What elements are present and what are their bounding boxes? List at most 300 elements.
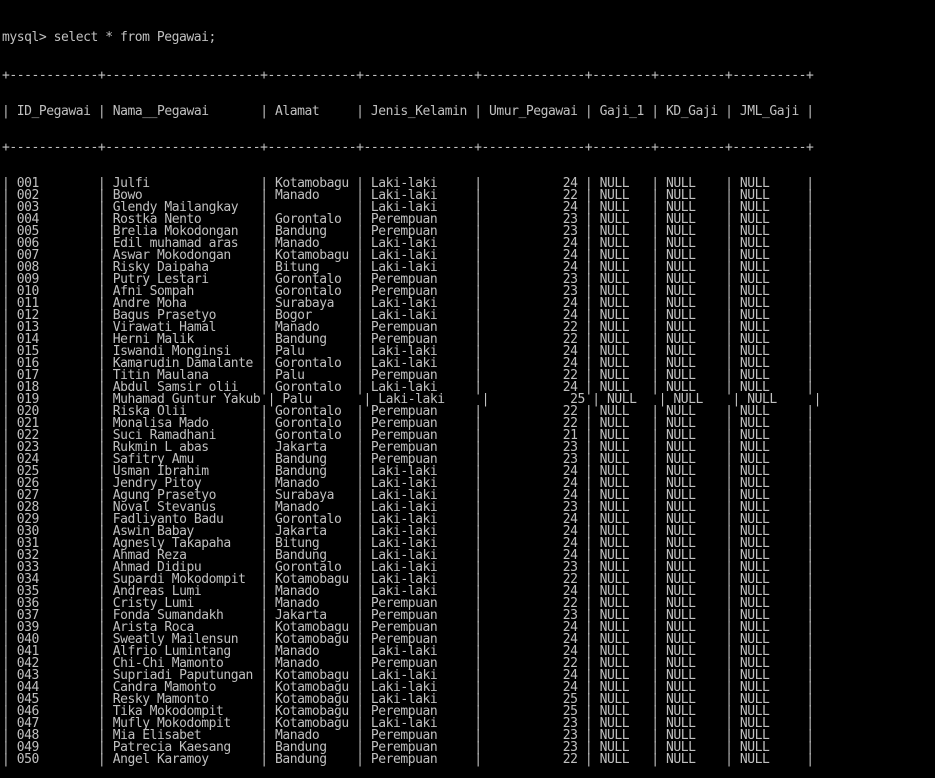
table-cell: NULL [599,428,644,443]
column-header: KD_Gaji [666,104,718,119]
table-cell: NULL [599,368,644,383]
column-header: Alamat [275,104,349,119]
table-cell: Rostka Nento [112,212,253,227]
table-cell: 24 [488,680,578,695]
table-cell: 22 [488,656,578,671]
table-cell: Gorontalo [275,512,349,527]
table-cell: Jakarta [275,440,349,455]
table-cell: NULL [666,200,718,215]
table-cell: NULL [599,584,644,599]
table-cell: Noval Stevanus [112,500,253,515]
table-cell: 011 [16,296,91,311]
table-cell: Gorontalo [275,272,349,287]
table-cell: 24 [488,668,578,683]
table-cell: NULL [666,176,718,191]
table-cell: 24 [488,308,578,323]
table-cell: 048 [16,728,91,743]
table-cell: NULL [739,524,799,539]
table-cell: Resky Mamonto [112,692,253,707]
table-row: | 041 | Alfrio Lumintang | Manado | Laki-laki | 24 | NULL | NULL | NULL | [2,644,814,659]
table-cell: Laki-laki [370,188,467,203]
table-row: | 015 | Iswandi Monginsi | Palu | Laki-laki | 24 | NULL | NULL | NULL | [2,344,814,359]
table-cell: NULL [666,284,718,299]
table-cell: Muhamad Guntur Yakub [112,392,261,407]
table-cell: NULL [599,620,644,635]
table-cell: NULL [739,260,799,275]
table-row: | 050 | Angel Karamoy | Bandung | Perempuan | 22 | NULL | NULL | NULL | [2,752,814,767]
table-cell: NULL [599,236,644,251]
table-cell: Perempuan [370,752,467,767]
table-cell: NULL [739,332,799,347]
table-cell: NULL [666,356,718,371]
table-cell: Bandung [275,452,349,467]
table-cell: Laki-laki [370,524,467,539]
table-row: | 017 | Titin Maulana | Palu | Perempuan | 22 | NULL | NULL | NULL | [2,368,814,383]
table-cell: NULL [666,296,718,311]
table-cell: NULL [599,272,644,287]
table-cell: Perempuan [370,284,467,299]
table-row: | 043 | Supriadi Paputungan | Kotamobagu | Laki-laki | 24 | NULL | NULL | NULL | [2,668,814,683]
table-cell: 020 [16,404,91,419]
table-cell: Agung Prasetyo [112,488,253,503]
table-cell: Virawati Hamal [112,320,253,335]
table-cell: NULL [599,248,644,263]
table-cell: NULL [739,212,799,227]
table-cell: Palu [275,344,349,359]
table-cell: Edil muhamad aras [112,236,253,251]
table-cell: NULL [666,212,718,227]
table-cell: 010 [16,284,91,299]
table-row: | 012 | Bagus Prasetyo | Bogor | Laki-laki | 24 | NULL | NULL | NULL | [2,308,814,323]
table-cell: Iswandi Monginsi [112,344,253,359]
table-cell: 004 [16,212,91,227]
table-cell: NULL [666,680,718,695]
table-cell: 015 [16,344,91,359]
table-cell: 24 [488,200,578,215]
table-cell: 24 [488,584,578,599]
table-cell: Bandung [275,548,349,563]
table-cell: 012 [16,308,91,323]
table-cell: Laki-laki [370,548,467,563]
table-cell: NULL [599,200,644,215]
table-cell: 045 [16,692,91,707]
table-cell: 22 [488,404,578,419]
table-cell: Bandung [275,464,349,479]
table-cell: NULL [666,644,718,659]
table-cell: Abdul Samsir olii [112,380,253,395]
table-cell: 037 [16,608,91,623]
table-row: | 009 | Putry Lestari | Gorontalo | Perempuan | 23 | NULL | NULL | NULL | [2,272,814,287]
table-cell: Rukmin L abas [112,440,253,455]
table-cell: 24 [488,296,578,311]
table-cell: NULL [739,404,799,419]
table-cell: NULL [599,452,644,467]
table-cell: 007 [16,248,91,263]
table-cell: NULL [599,560,644,575]
table-cell: NULL [599,596,644,611]
column-header: JML_Gaji [739,104,799,119]
table-row: | 005 | Brelia Mokodongan | Bandung | Perempuan | 23 | NULL | NULL | NULL | [2,224,814,239]
table-cell: 030 [16,524,91,539]
table-cell: NULL [599,608,644,623]
table-cell: 22 [488,332,578,347]
table-cell: NULL [739,356,799,371]
table-cell: Laki-laki [370,344,467,359]
table-cell: Kamarudin Damalante [112,356,253,371]
table-cell: NULL [739,464,799,479]
table-row: | 026 | Jendry Pitoy | Manado | Laki-laki | 24 | NULL | NULL | NULL | [2,476,814,491]
table-cell: 005 [16,224,91,239]
table-cell: Surabaya [275,488,349,503]
table-cell: 23 [488,212,578,227]
table-row: | 004 | Rostka Nento | Gorontalo | Perempuan | 23 | NULL | NULL | NULL | [2,212,814,227]
table-row: | 024 | Safitry Amu | Bandung | Perempuan | 23 | NULL | NULL | NULL | [2,452,814,467]
table-cell: 21 [488,428,578,443]
table-cell: 23 [488,224,578,239]
table-cell: NULL [607,392,652,407]
table-cell: Cristy Lumi [112,596,253,611]
table-cell: NULL [666,668,718,683]
table-cell: 24 [488,620,578,635]
table-cell: Kotamobagu [275,176,349,191]
table-header-row: | ID_Pegawai | Nama__Pegawai | Alamat | Jenis_Kelamin | Umur_Pegawai | Gaji_1 | KD_Gaji | JML_Gaji | [2,104,814,119]
table-cell: NULL [739,740,799,755]
table-cell: NULL [739,608,799,623]
table-cell: 22 [488,320,578,335]
table-cell: NULL [739,644,799,659]
table-cell: Chi-Chi Mamonto [112,656,253,671]
table-cell: NULL [739,272,799,287]
table-cell: Perempuan [370,212,467,227]
table-cell: Laki-laki [370,500,467,515]
table-cell: NULL [739,752,799,767]
table-cell: NULL [666,692,718,707]
table-cell: Candra Mamonto [112,680,253,695]
table-cell: Laki-laki [370,380,467,395]
table-cell: NULL [666,536,718,551]
table-row: | 047 | Mufly Mokodompit | Kotamobagu | Laki-laki | 23 | NULL | NULL | NULL | [2,716,814,731]
table-row: | 001 | Julfi | Kotamobagu | Laki-laki | 24 | NULL | NULL | NULL | [2,176,814,191]
table-cell: NULL [739,572,799,587]
table-cell: Laki-laki [370,260,467,275]
table-row: | 039 | Arista Roca | Kotamobagu | Perempuan | 24 | NULL | NULL | NULL | [2,620,814,635]
table-cell: NULL [599,632,644,647]
table-cell: NULL [599,404,644,419]
table-row: | 021 | Monalisa Mado | Gorontalo | Perempuan | 22 | NULL | NULL | NULL | [2,416,814,431]
table-cell: 027 [16,488,91,503]
table-cell: Mia Elisabet [112,728,253,743]
table-cell: 033 [16,560,91,575]
table-cell: Agnesly Takapaha [112,536,253,551]
table-cell: 006 [16,236,91,251]
table-cell: NULL [739,620,799,635]
table-cell: 040 [16,632,91,647]
table-cell: NULL [599,572,644,587]
table-cell: NULL [739,584,799,599]
table-row: | 033 | Ahmad Didipu | Gorontalo | Laki-laki | 23 | NULL | NULL | NULL | [2,560,814,575]
table-row: | 003 | Glendy Mailangkay | | Laki-laki | 24 | NULL | NULL | NULL | [2,200,814,215]
column-header: ID_Pegawai [16,104,91,119]
table-cell: NULL [599,716,644,731]
table-cell: Manado [275,644,349,659]
table-cell: Bandung [275,752,349,767]
table-cell: NULL [739,224,799,239]
table-cell: Laki-laki [370,296,467,311]
table-cell: NULL [666,464,718,479]
table-cell: NULL [739,428,799,443]
table-cell: NULL [599,380,644,395]
table-cell: Perempuan [370,416,467,431]
table-cell: Perempuan [370,224,467,239]
table-cell: Laki-laki [370,560,467,575]
table-cell: NULL [599,176,644,191]
table-cell: Bitung [275,536,349,551]
table-cell: Sweatly Mailensun [112,632,253,647]
table-cell: NULL [599,548,644,563]
table-cell: Gorontalo [275,284,349,299]
table-cell: NULL [739,200,799,215]
table-cell: 008 [16,260,91,275]
table-cell: 039 [16,620,91,635]
table-cell: Laki-laki [370,200,467,215]
table-cell: Laki-laki [370,236,467,251]
table-cell: NULL [739,716,799,731]
table-cell: Perempuan [370,404,467,419]
column-header: Umur_Pegawai [488,104,578,119]
table-cell: 25 [496,392,585,407]
table-cell: Laki-laki [370,176,467,191]
table-cell: NULL [739,176,799,191]
table-row: | 035 | Andreas Lumi | Manado | Laki-laki | 24 | NULL | NULL | NULL | [2,584,814,599]
table-cell: NULL [739,440,799,455]
table-cell: 22 [488,752,578,767]
table-cell: 23 [488,728,578,743]
table-cell: NULL [599,644,644,659]
table-cell: 009 [16,272,91,287]
table-cell: NULL [739,296,799,311]
table-cell: NULL [666,620,718,635]
table-cell: 24 [488,344,578,359]
table-cell: Kotamobagu [275,632,349,647]
table-cell: Manado [275,476,349,491]
table-cell: Angel Karamoy [112,752,253,767]
table-cell: 029 [16,512,91,527]
table-cell: Perempuan [370,656,467,671]
table-cell: NULL [666,224,718,239]
table-cell: NULL [666,428,718,443]
table-cell: NULL [739,284,799,299]
table-cell: NULL [747,392,807,407]
table-cell: NULL [599,188,644,203]
table-cell: 23 [488,560,578,575]
table-cell: NULL [739,536,799,551]
table-cell: 23 [488,284,578,299]
table-cell: NULL [599,320,644,335]
table-cell: Jakarta [275,608,349,623]
column-header: Gaji_1 [599,104,644,119]
table-cell: NULL [599,704,644,719]
table-cell: NULL [666,560,718,575]
table-row: | 022 | Suci Ramadhani | Gorontalo | Perempuan | 21 | NULL | NULL | NULL | [2,428,814,443]
table-cell: 24 [488,356,578,371]
table-cell: 24 [488,248,578,263]
table-cell: NULL [739,692,799,707]
table-cell: 24 [488,176,578,191]
table-cell: 013 [16,320,91,335]
table-cell: Riska Olii [112,404,253,419]
table-cell: Laki-laki [370,716,467,731]
table-cell: 23 [488,608,578,623]
table-row: | 031 | Agnesly Takapaha | Bitung | Laki-laki | 24 | NULL | NULL | NULL | [2,536,814,551]
table-cell: 041 [16,644,91,659]
table-row: | 030 | Aswin Babay | Jakarta | Laki-laki | 24 | NULL | NULL | NULL | [2,524,814,539]
table-cell: NULL [739,596,799,611]
table-cell: NULL [739,728,799,743]
table-row: | 048 | Mia Elisabet | Manado | Perempuan | 23 | NULL | NULL | NULL | [2,728,814,743]
table-row: | 036 | Cristy Lumi | Manado | Perempuan | 22 | NULL | NULL | NULL | [2,596,814,611]
table-cell: 046 [16,704,91,719]
table-cell: NULL [599,536,644,551]
table-cell: Suci Ramadhani [112,428,253,443]
table-cell: Gorontalo [275,428,349,443]
table-row: | 011 | Andre Moha | Surabaya | Laki-laki | 24 | NULL | NULL | NULL | [2,296,814,311]
table-row: | 025 | Usman Ibrahim | Bandung | Laki-laki | 24 | NULL | NULL | NULL | [2,464,814,479]
table-cell: NULL [599,356,644,371]
table-cell: NULL [666,188,718,203]
table-cell: 021 [16,416,91,431]
table-cell: Manado [275,584,349,599]
table-cell: Laki-laki [370,488,467,503]
table-cell: NULL [666,524,718,539]
table-cell: NULL [599,728,644,743]
column-header: Jenis_Kelamin [370,104,467,119]
table-cell: Glendy Mailangkay [112,200,253,215]
table-cell: 036 [16,596,91,611]
table-cell: 24 [488,512,578,527]
table-cell: Bogor [275,308,349,323]
table-cell: NULL [666,236,718,251]
table-cell: Mufly Mokodompit [112,716,253,731]
table-cell: Manado [275,236,349,251]
table-cell: 022 [16,428,91,443]
table-cell: Perempuan [370,452,467,467]
table-cell: Kotamobagu [275,668,349,683]
table-cell: Laki-laki [378,392,475,407]
table-cell: Perempuan [370,596,467,611]
table-cell: 23 [488,272,578,287]
table-row: | 027 | Agung Prasetyo | Surabaya | Laki-laki | 24 | NULL | NULL | NULL | [2,488,814,503]
table-cell: Fadliyanto Badu [112,512,253,527]
table-cell: NULL [739,632,799,647]
table-cell: Gorontalo [275,404,349,419]
table-cell: 023 [16,440,91,455]
table-cell: Kotamobagu [275,572,349,587]
table-cell: NULL [739,500,799,515]
table-cell: 24 [488,236,578,251]
table-cell: NULL [666,344,718,359]
table-cell: Supriadi Paputungan [112,668,253,683]
table-cell: NULL [739,704,799,719]
table-row: | 006 | Edil muhamad aras | Manado | Laki-laki | 24 | NULL | NULL | NULL | [2,236,814,251]
table-cell: NULL [739,560,799,575]
table-cell: Afni Sompah [112,284,253,299]
table-body [0,178,935,766]
table-cell: 017 [16,368,91,383]
table-cell: 24 [488,488,578,503]
table-cell: 22 [488,368,578,383]
table-cell: 22 [488,188,578,203]
table-cell: NULL [599,344,644,359]
table-cell: 028 [16,500,91,515]
table-cell: NULL [666,572,718,587]
table-cell: Arista Roca [112,620,253,635]
table-cell: 050 [16,752,91,767]
table-cell: Laki-laki [370,572,467,587]
table-cell: 22 [488,572,578,587]
table-cell: Bandung [275,740,349,755]
table-cell: 23 [488,452,578,467]
table-cell: Kotamobagu [275,680,349,695]
table-cell: NULL [739,248,799,263]
table-cell: NULL [666,404,718,419]
table-cell: NULL [666,608,718,623]
table-cell: NULL [666,512,718,527]
table-cell: NULL [739,368,799,383]
table-cell: NULL [666,380,718,395]
table-cell: Kotamobagu [275,248,349,263]
table-cell: Aswar Mokodongan [112,248,253,263]
table-cell: NULL [666,368,718,383]
table-cell: Patrecia Kaesang [112,740,253,755]
table-cell: Manado [275,320,349,335]
table-cell: NULL [599,284,644,299]
column-header: Nama__Pegawai [112,104,253,119]
table-cell: Safitry Amu [112,452,253,467]
table-cell: NULL [739,476,799,491]
table-cell: NULL [739,188,799,203]
table-cell: NULL [599,440,644,455]
table-cell: Andreas Lumi [112,584,253,599]
table-row: | 020 | Riska Olii | Gorontalo | Perempuan | 22 | NULL | NULL | NULL | [2,404,814,419]
table-cell: NULL [666,728,718,743]
table-cell: NULL [739,668,799,683]
table-cell: Manado [275,188,349,203]
table-cell: Perempuan [370,740,467,755]
table-cell: Alfrio Lumintang [112,644,253,659]
table-cell: Perempuan [370,332,467,347]
table-cell: 025 [16,464,91,479]
table-row: | 002 | Bowo | Manado | Laki-laki | 22 | NULL | NULL | NULL | [2,188,814,203]
table-cell: Bowo [112,188,253,203]
table-cell: Gorontalo [275,416,349,431]
table-cell: NULL [666,320,718,335]
table-border-header-separator: +------------+---------------------+------------+---------------+--------------+--------+---------+----------+ [2,140,814,155]
table-row: | 016 | Kamarudin Damalante | Gorontalo | Laki-laki | 24 | NULL | NULL | NULL | [2,356,814,371]
table-cell: Fonda Sumandakh [112,608,253,623]
table-cell: NULL [739,236,799,251]
table-cell: NULL [739,416,799,431]
table-cell: Titin Maulana [112,368,253,383]
table-cell: 23 [488,500,578,515]
table-cell: Palu [275,368,349,383]
table-row: | 046 | Tika Mokodompit | Kotamobagu | Perempuan | 25 | NULL | NULL | NULL | [2,704,814,719]
table-cell: Laki-laki [370,476,467,491]
table-cell: Manado [275,656,349,671]
table-cell: Palu [282,392,357,407]
table-cell: 23 [488,440,578,455]
table-cell: Laki-laki [370,308,467,323]
table-cell: NULL [673,392,726,407]
